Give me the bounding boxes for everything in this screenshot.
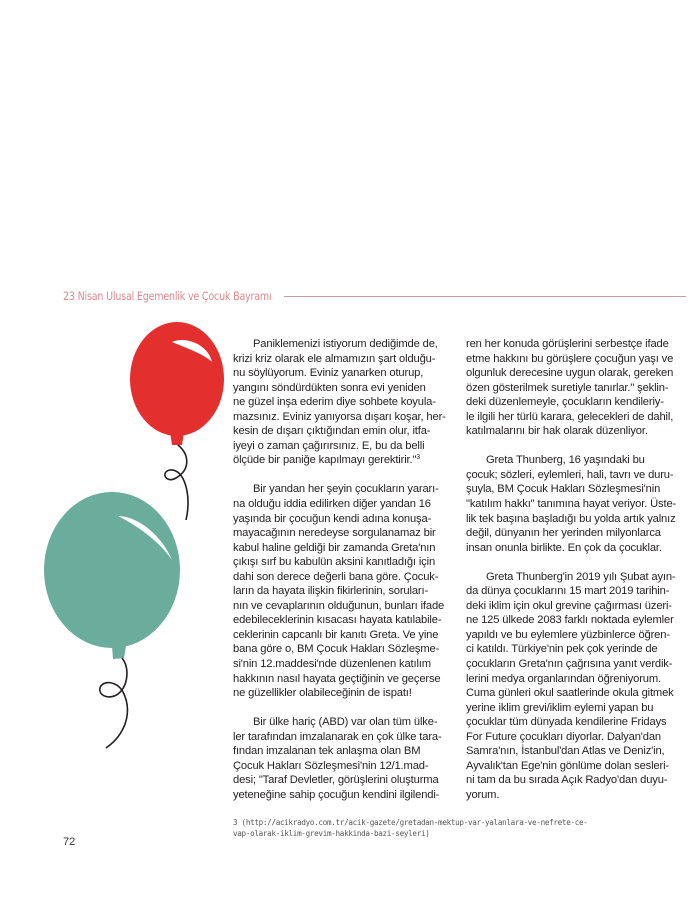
text-line: Samra'nın, İstanbul'dan Atlas ve Deniz'in,	[466, 745, 665, 758]
balloons-illustration	[0, 320, 230, 860]
text-line: Ayvalık'tan Ege'nin gönlüme dolan sesleri-	[466, 759, 669, 772]
text-line: ceklerinin capcanlı bir kanıtı Greta. Ve yine	[233, 628, 439, 641]
text-line: Bir yandan her şeyin çocukların yararı-	[253, 483, 439, 496]
text-line: krizi kriz olarak ele almamızın şart olduğu-	[233, 352, 436, 365]
text-line: çocuk; sözleri, eylemleri, hali, tavrı ve duru-	[466, 468, 674, 481]
text-line: nu söylüyorum. Eviniz yanarken oturup,	[233, 367, 424, 380]
right-text-column	[466, 337, 688, 817]
text-line: insan onunla birlikte. En çok da çocuklar.	[466, 541, 662, 554]
text-line: hakkının nasıl hayata geçtiğinin ve geçerse	[233, 672, 441, 685]
text-line: desi; "Taraf Devletler, görüşlerini oluşturma	[233, 774, 439, 787]
text-line: Paniklemenizi istiyorum dediğimde de,	[253, 338, 438, 350]
text-line: na olduğu iddia edilirken diğer yandan 16	[233, 498, 431, 511]
text-line: ne 125 ülkede 2083 farklı noktada eylemler	[466, 614, 674, 627]
page-number: 72	[63, 836, 76, 848]
text-line: katılmalarını bir hak olarak düzenliyor.	[466, 425, 648, 438]
text-line: ci katıldı. Türkiye'nin pek çok yerinde de	[466, 643, 658, 656]
paragraph	[466, 337, 688, 439]
text-line: çıkışı sırf bu kabulün aksini kanıtladığı için	[233, 556, 436, 569]
text-line: yaşında bir çocuğun kendi adına konuşa-	[233, 512, 432, 525]
footnote	[233, 817, 588, 839]
text-line: deki düzenlemeyle, çocukların kendileriy-	[466, 396, 664, 409]
text-line: Greta Thunberg, 16 yaşındaki bu	[486, 454, 645, 467]
text-line: şuyla, BM Çocuk Hakları Sözleşmesi'nin	[466, 483, 661, 496]
text-line: ölçüde bir paniğe kapılmayı gerektirir."	[233, 454, 417, 467]
text-line: lik tek başına başladığı bu yolda artık yalnız	[466, 512, 676, 525]
paragraph	[233, 337, 455, 468]
text-line: yorum.	[466, 788, 500, 801]
text-line: ne güzel inşa ederim diye sohbete koyula-	[233, 396, 436, 409]
text-line: Çocuk Hakları Sözleşmesi'nin 12/1.mad-	[233, 759, 429, 772]
text-line: kabul haline geldiği bir zamanda Greta'nın	[233, 541, 436, 554]
text-line: Bir ülke hariç (ABD) var olan tüm ülke-	[253, 716, 438, 729]
text-line: edebileceklerinin kısacası hayata katılabile-	[233, 614, 442, 627]
paragraph	[233, 482, 455, 700]
text-line: lerini medya organlarından öğreniyorum.	[466, 672, 662, 685]
text-line: mayacağının neredeyse sorgulanamaz bir	[233, 527, 436, 540]
text-line: Cuma günleri okul saatlerinde okula gitmek	[466, 687, 674, 700]
text-line: For Future çocukları diyorlar. Dalyan'dan	[466, 730, 661, 743]
teal-balloon-icon	[44, 492, 180, 748]
footnote-reference[interactable]: 3	[416, 454, 421, 462]
text-line: ni tam da bu sırada Açık Radyo'dan duyu-	[466, 774, 668, 787]
text-line: yangını söndürdükten sonra evi yeniden	[233, 381, 426, 394]
text-line: çocuklar tüm dünyada kendilerine Fridays	[466, 716, 667, 729]
text-line: Greta Thunberg'in 2019 yılı Şubat ayın-	[486, 570, 676, 583]
text-line: etme hakkını bu görüşlere çocuğun yaşı ve	[466, 352, 674, 365]
text-line: ren her konuda görüşlerini serbestçe ifade	[466, 338, 669, 350]
text-line: iyeyi o zaman çağırırsınız. E, bu da belli	[233, 439, 425, 452]
text-line: yeteneğine sahip çocuğun kendini ilgilendi-	[233, 788, 440, 801]
text-line: yapıldı ve bu eylemlere yüzbinlerce öğren-	[466, 628, 670, 641]
text-line: özen gösterilmek suretiyle tanırlar." şeklin-	[466, 381, 669, 394]
text-line: ler tarafından imzalanarak en çok ülke tara-	[233, 730, 442, 743]
left-text-column	[233, 337, 455, 817]
header-rule	[284, 296, 686, 297]
text-line: "katılım hakkı" tanımına hayat veriyor. Üste-	[466, 498, 677, 511]
red-balloon-icon	[130, 322, 224, 520]
text-line: fından imzalanan tek anlaşma olan BM	[233, 745, 421, 758]
footnote-url-line[interactable]: 3 (http://acikradyo.com.tr/acik-gazete/gretadan-mektup-var-yalanlara-ve-nefrete-ce-	[233, 818, 588, 827]
text-line: bana göre o, BM Çocuk Hakları Sözleşme-	[233, 643, 440, 656]
text-line: ların da hayata ilişkin fikirlerinin, soruları-	[233, 585, 429, 598]
footnote-url-line[interactable]: vap-olarak-iklim-grevim-hakkinda-bazi-seyleri)	[233, 829, 430, 838]
paragraph	[233, 715, 455, 802]
text-line: değil, dünyanın her yerinden milyonlarca	[466, 527, 661, 540]
text-line: olgunluk derecesine uygun olarak, gereken	[466, 367, 674, 380]
text-line: dahi son derece değerli bana göre. Çocuk-	[233, 570, 439, 583]
text-line: yerine iklim grevi/iklim eylemi yapan bu	[466, 701, 654, 714]
running-header-title: 23 Nisan Ulusal Egemenlik ve Çocuk Bayramı	[63, 289, 272, 303]
text-line: kesin de dışarı çıktığından emin olur, itfa-	[233, 425, 431, 438]
text-line: çocukların Greta'nın çağrısına yanıt verdik-	[466, 658, 673, 671]
text-line: ne güzellikler olabileceğinin de ispatı!	[233, 687, 412, 700]
text-line-with-ref	[233, 453, 455, 468]
text-line: deki iklim için okul grevine çağırması üzeri-	[466, 599, 672, 612]
text-line: nın ve cevaplarının olduğunun, bunları ifade	[233, 599, 445, 612]
text-line: si'nin 12.maddesi'nde düzenlenen katılım	[233, 658, 431, 671]
text-line: da dünya çocuklarını 15 mart 2019 tarihin-	[466, 585, 670, 598]
paragraph	[466, 453, 688, 555]
paragraph	[466, 570, 688, 803]
text-line: mazsınız. Eviniz yanıyorsa dışarı koşar, her-	[233, 410, 446, 423]
text-line: le ilgili her türlü karara, gelecekleri de dahil,	[466, 410, 674, 423]
running-header	[63, 288, 686, 304]
